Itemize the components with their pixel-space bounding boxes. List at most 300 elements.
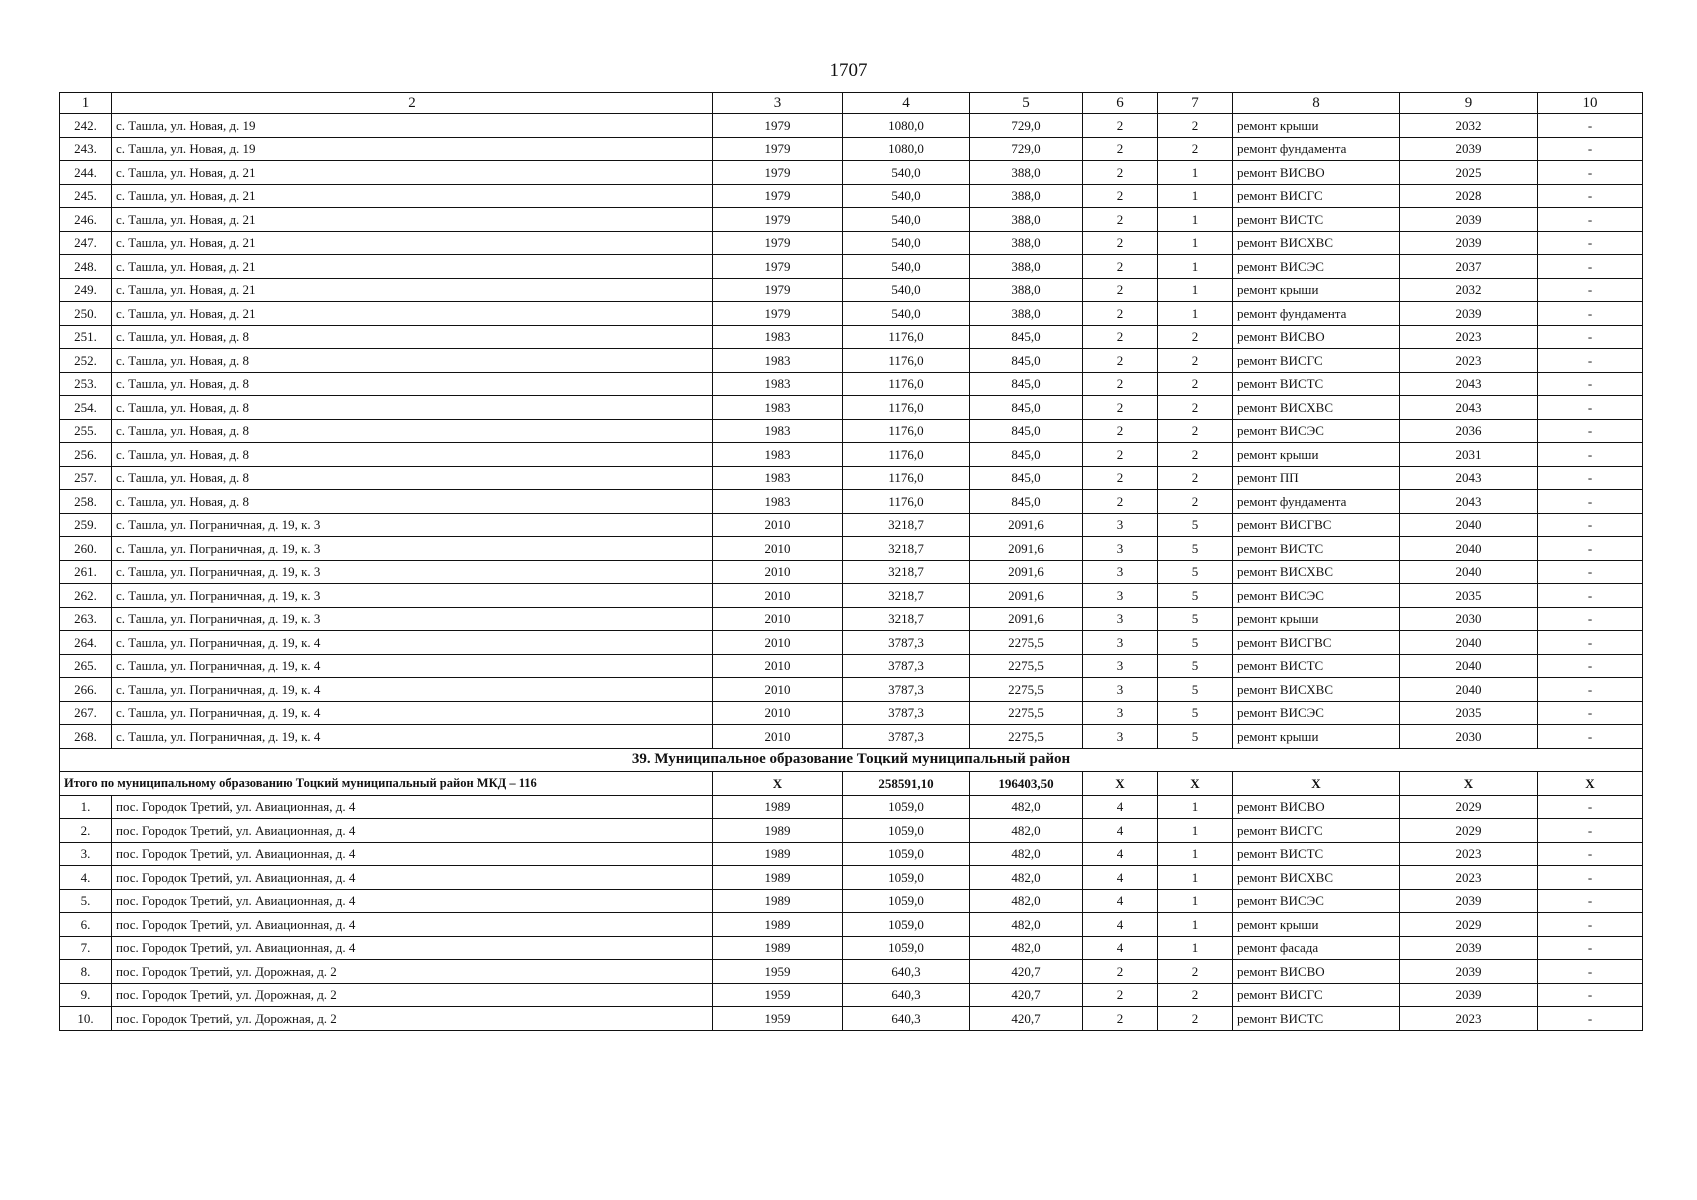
floors-cell: 2 [1083, 419, 1158, 443]
living-area-cell: 420,7 [970, 1007, 1083, 1031]
table-row [60, 701, 1643, 725]
entrances-cell: 1 [1158, 161, 1233, 185]
total-label: Итого по муниципальному образованию Тоцкий муниципальный район МКД – 116 [60, 772, 713, 796]
total-cell: X [1233, 772, 1400, 796]
planned-year-cell: 2023 [1400, 349, 1538, 373]
total-area-cell: 540,0 [843, 231, 970, 255]
year-cell: 1979 [713, 184, 843, 208]
total-cell: X [1400, 772, 1538, 796]
row-number-cell: 256. [60, 443, 112, 467]
total-area-cell: 1059,0 [843, 842, 970, 866]
note-cell: - [1538, 631, 1643, 655]
table-row [60, 795, 1643, 819]
planned-year-cell: 2028 [1400, 184, 1538, 208]
living-area-cell: 2275,5 [970, 631, 1083, 655]
repair-type-cell: ремонт ВИСТС [1233, 842, 1400, 866]
repair-type-cell: ремонт ВИСХВС [1233, 678, 1400, 702]
floors-cell: 3 [1083, 654, 1158, 678]
repair-type-cell: ремонт ВИСХВС [1233, 231, 1400, 255]
table-row [60, 325, 1643, 349]
repair-type-cell: ремонт ВИСГВС [1233, 631, 1400, 655]
living-area-cell: 2275,5 [970, 654, 1083, 678]
address-cell: пос. Городок Третий, ул. Авиационная, д. 4 [112, 819, 713, 843]
address-cell: с. Ташла, ул. Пограничная, д. 19, к. 3 [112, 584, 713, 608]
living-area-cell: 388,0 [970, 278, 1083, 302]
floors-cell: 2 [1083, 443, 1158, 467]
living-area-cell: 482,0 [970, 842, 1083, 866]
note-cell: - [1538, 936, 1643, 960]
repair-type-cell: ремонт ВИСЭС [1233, 255, 1400, 279]
row-number-cell: 253. [60, 372, 112, 396]
repair-type-cell: ремонт крыши [1233, 114, 1400, 138]
living-area-cell: 729,0 [970, 137, 1083, 161]
total-area-cell: 3218,7 [843, 607, 970, 631]
year-cell: 1989 [713, 842, 843, 866]
row-number-cell: 5. [60, 889, 112, 913]
address-cell: с. Ташла, ул. Пограничная, д. 19, к. 4 [112, 654, 713, 678]
address-cell: с. Ташла, ул. Новая, д. 21 [112, 278, 713, 302]
total-area-cell: 3787,3 [843, 701, 970, 725]
planned-year-cell: 2023 [1400, 325, 1538, 349]
year-cell: 1979 [713, 114, 843, 138]
planned-year-cell: 2039 [1400, 889, 1538, 913]
floors-cell: 2 [1083, 349, 1158, 373]
note-cell: - [1538, 396, 1643, 420]
planned-year-cell: 2043 [1400, 466, 1538, 490]
total-area-cell: 1176,0 [843, 419, 970, 443]
floors-cell: 4 [1083, 913, 1158, 937]
total-area-cell: 1176,0 [843, 372, 970, 396]
living-area-cell: 845,0 [970, 349, 1083, 373]
year-cell: 1983 [713, 490, 843, 514]
table-row [60, 349, 1643, 373]
total-area-cell: 3218,7 [843, 560, 970, 584]
table-row [60, 278, 1643, 302]
planned-year-cell: 2040 [1400, 631, 1538, 655]
living-area-cell: 388,0 [970, 184, 1083, 208]
entrances-cell: 1 [1158, 866, 1233, 890]
row-number-cell: 265. [60, 654, 112, 678]
row-number-cell: 260. [60, 537, 112, 561]
table-body [60, 93, 1643, 1031]
row-number-cell: 249. [60, 278, 112, 302]
address-cell: с. Ташла, ул. Новая, д. 8 [112, 443, 713, 467]
floors-cell: 2 [1083, 255, 1158, 279]
note-cell: - [1538, 466, 1643, 490]
year-cell: 2010 [713, 631, 843, 655]
year-cell: 2010 [713, 560, 843, 584]
repair-type-cell: ремонт ВИСГС [1233, 184, 1400, 208]
table-row [60, 607, 1643, 631]
planned-year-cell: 2043 [1400, 490, 1538, 514]
floors-cell: 4 [1083, 819, 1158, 843]
note-cell: - [1538, 983, 1643, 1007]
note-cell: - [1538, 372, 1643, 396]
table-row [60, 936, 1643, 960]
note-cell: - [1538, 607, 1643, 631]
address-cell: с. Ташла, ул. Пограничная, д. 19, к. 4 [112, 678, 713, 702]
entrances-cell: 1 [1158, 231, 1233, 255]
table-row [60, 513, 1643, 537]
address-cell: с. Ташла, ул. Новая, д. 8 [112, 325, 713, 349]
total-area-cell: 1059,0 [843, 913, 970, 937]
floors-cell: 2 [1083, 466, 1158, 490]
column-header: 4 [843, 93, 970, 114]
repair-type-cell: ремонт ВИСХВС [1233, 560, 1400, 584]
floors-cell: 2 [1083, 114, 1158, 138]
address-cell: с. Ташла, ул. Новая, д. 21 [112, 161, 713, 185]
address-cell: с. Ташла, ул. Пограничная, д. 19, к. 4 [112, 701, 713, 725]
row-number-cell: 252. [60, 349, 112, 373]
table-row [60, 490, 1643, 514]
living-area-cell: 482,0 [970, 795, 1083, 819]
entrances-cell: 1 [1158, 795, 1233, 819]
address-cell: с. Ташла, ул. Пограничная, д. 19, к. 4 [112, 725, 713, 749]
year-cell: 1989 [713, 889, 843, 913]
year-cell: 1979 [713, 278, 843, 302]
table-row [60, 960, 1643, 984]
planned-year-cell: 2040 [1400, 537, 1538, 561]
planned-year-cell: 2029 [1400, 913, 1538, 937]
total-area-cell: 1059,0 [843, 936, 970, 960]
floors-cell: 3 [1083, 701, 1158, 725]
address-cell: пос. Городок Третий, ул. Авиационная, д. 4 [112, 795, 713, 819]
note-cell: - [1538, 678, 1643, 702]
total-area-cell: 540,0 [843, 302, 970, 326]
row-number-cell: 266. [60, 678, 112, 702]
repair-type-cell: ремонт ВИСТС [1233, 372, 1400, 396]
floors-cell: 4 [1083, 795, 1158, 819]
repair-type-cell: ремонт ВИСГС [1233, 819, 1400, 843]
repair-type-cell: ремонт ВИСВО [1233, 795, 1400, 819]
row-number-cell: 247. [60, 231, 112, 255]
address-cell: с. Ташла, ул. Новая, д. 21 [112, 208, 713, 232]
planned-year-cell: 2039 [1400, 960, 1538, 984]
note-cell: - [1538, 1007, 1643, 1031]
planned-year-cell: 2023 [1400, 842, 1538, 866]
year-cell: 2010 [713, 701, 843, 725]
repair-type-cell: ремонт ВИСХВС [1233, 396, 1400, 420]
address-cell: с. Ташла, ул. Пограничная, д. 19, к. 3 [112, 560, 713, 584]
note-cell: - [1538, 537, 1643, 561]
note-cell: - [1538, 866, 1643, 890]
address-cell: с. Ташла, ул. Пограничная, д. 19, к. 3 [112, 537, 713, 561]
note-cell: - [1538, 325, 1643, 349]
entrances-cell: 2 [1158, 325, 1233, 349]
living-area-cell: 2091,6 [970, 584, 1083, 608]
total-area-cell: 540,0 [843, 184, 970, 208]
floors-cell: 2 [1083, 184, 1158, 208]
entrances-cell: 1 [1158, 302, 1233, 326]
living-area-cell: 845,0 [970, 490, 1083, 514]
row-number-cell: 261. [60, 560, 112, 584]
entrances-cell: 5 [1158, 678, 1233, 702]
repair-type-cell: ремонт ВИСТС [1233, 208, 1400, 232]
column-header: 6 [1083, 93, 1158, 114]
note-cell: - [1538, 795, 1643, 819]
entrances-cell: 2 [1158, 372, 1233, 396]
column-header: 1 [60, 93, 112, 114]
total-area-cell: 640,3 [843, 1007, 970, 1031]
living-area-cell: 482,0 [970, 913, 1083, 937]
living-area-cell: 482,0 [970, 889, 1083, 913]
column-header: 3 [713, 93, 843, 114]
repair-type-cell: ремонт крыши [1233, 443, 1400, 467]
floors-cell: 2 [1083, 325, 1158, 349]
repair-type-cell: ремонт крыши [1233, 278, 1400, 302]
total-area-cell: 1080,0 [843, 137, 970, 161]
living-area-cell: 2091,6 [970, 560, 1083, 584]
entrances-cell: 1 [1158, 819, 1233, 843]
year-cell: 1989 [713, 795, 843, 819]
total-area-cell: 3218,7 [843, 537, 970, 561]
total-area-cell: 1176,0 [843, 396, 970, 420]
entrances-cell: 5 [1158, 631, 1233, 655]
housing-repair-register-table [59, 92, 1643, 1031]
row-number-cell: 245. [60, 184, 112, 208]
note-cell: - [1538, 560, 1643, 584]
planned-year-cell: 2039 [1400, 936, 1538, 960]
note-cell: - [1538, 725, 1643, 749]
planned-year-cell: 2040 [1400, 560, 1538, 584]
repair-type-cell: ремонт ВИСТС [1233, 654, 1400, 678]
total-area-cell: 1176,0 [843, 325, 970, 349]
floors-cell: 2 [1083, 396, 1158, 420]
note-cell: - [1538, 701, 1643, 725]
planned-year-cell: 2030 [1400, 725, 1538, 749]
floors-cell: 3 [1083, 607, 1158, 631]
address-cell: с. Ташла, ул. Новая, д. 21 [112, 302, 713, 326]
row-number-cell: 6. [60, 913, 112, 937]
total-cell: X [1083, 772, 1158, 796]
total-row [60, 772, 1643, 796]
total-area-cell: 1080,0 [843, 114, 970, 138]
total-area-cell: 3218,7 [843, 513, 970, 537]
row-number-cell: 246. [60, 208, 112, 232]
entrances-cell: 2 [1158, 443, 1233, 467]
address-cell: пос. Городок Третий, ул. Авиационная, д. 4 [112, 913, 713, 937]
row-number-cell: 4. [60, 866, 112, 890]
total-area-cell: 640,3 [843, 960, 970, 984]
planned-year-cell: 2032 [1400, 114, 1538, 138]
total-area-cell: 258591,10 [843, 772, 970, 796]
note-cell: - [1538, 960, 1643, 984]
planned-year-cell: 2039 [1400, 983, 1538, 1007]
entrances-cell: 2 [1158, 349, 1233, 373]
row-number-cell: 251. [60, 325, 112, 349]
note-cell: - [1538, 255, 1643, 279]
planned-year-cell: 2030 [1400, 607, 1538, 631]
note-cell: - [1538, 349, 1643, 373]
row-number-cell: 243. [60, 137, 112, 161]
total-area-cell: 540,0 [843, 255, 970, 279]
row-number-cell: 1. [60, 795, 112, 819]
repair-type-cell: ремонт фундамента [1233, 490, 1400, 514]
year-cell: 1959 [713, 983, 843, 1007]
note-cell: - [1538, 654, 1643, 678]
entrances-cell: 5 [1158, 513, 1233, 537]
table-row [60, 466, 1643, 490]
total-cell: X [1158, 772, 1233, 796]
total-area-cell: 1176,0 [843, 349, 970, 373]
row-number-cell: 267. [60, 701, 112, 725]
total-area-cell: 1059,0 [843, 889, 970, 913]
total-area-cell: 3787,3 [843, 654, 970, 678]
address-cell: с. Ташла, ул. Новая, д. 8 [112, 372, 713, 396]
floors-cell: 3 [1083, 537, 1158, 561]
entrances-cell: 5 [1158, 725, 1233, 749]
repair-type-cell: ремонт фасада [1233, 936, 1400, 960]
planned-year-cell: 2036 [1400, 419, 1538, 443]
row-number-cell: 259. [60, 513, 112, 537]
table-row [60, 889, 1643, 913]
table-row [60, 725, 1643, 749]
living-area-cell: 845,0 [970, 372, 1083, 396]
planned-year-cell: 2023 [1400, 1007, 1538, 1031]
repair-type-cell: ремонт крыши [1233, 725, 1400, 749]
repair-type-cell: ремонт ВИСХВС [1233, 866, 1400, 890]
repair-type-cell: ремонт ВИСТС [1233, 537, 1400, 561]
year-cell: 1983 [713, 396, 843, 420]
table-row [60, 842, 1643, 866]
year-cell: 2010 [713, 584, 843, 608]
table-row [60, 866, 1643, 890]
entrances-cell: 1 [1158, 842, 1233, 866]
address-cell: пос. Городок Третий, ул. Дорожная, д. 2 [112, 1007, 713, 1031]
address-cell: с. Ташла, ул. Пограничная, д. 19, к. 4 [112, 631, 713, 655]
entrances-cell: 2 [1158, 1007, 1233, 1031]
total-area-cell: 1176,0 [843, 466, 970, 490]
year-cell: 1979 [713, 161, 843, 185]
total-area-cell: 3787,3 [843, 631, 970, 655]
note-cell: - [1538, 419, 1643, 443]
total-area-cell: 3787,3 [843, 678, 970, 702]
year-cell: 1979 [713, 231, 843, 255]
note-cell: - [1538, 513, 1643, 537]
row-number-cell: 2. [60, 819, 112, 843]
repair-type-cell: ремонт фундамента [1233, 302, 1400, 326]
row-number-cell: 3. [60, 842, 112, 866]
entrances-cell: 2 [1158, 466, 1233, 490]
address-cell: с. Ташла, ул. Новая, д. 8 [112, 396, 713, 420]
living-area-cell: 729,0 [970, 114, 1083, 138]
living-area-cell: 388,0 [970, 208, 1083, 232]
entrances-cell: 2 [1158, 137, 1233, 161]
entrances-cell: 1 [1158, 208, 1233, 232]
year-cell: 1983 [713, 419, 843, 443]
entrances-cell: 2 [1158, 114, 1233, 138]
total-area-cell: 540,0 [843, 278, 970, 302]
table-row [60, 396, 1643, 420]
total-area-cell: 1059,0 [843, 819, 970, 843]
table-row [60, 819, 1643, 843]
section-title-row [60, 748, 1643, 772]
living-area-cell: 388,0 [970, 255, 1083, 279]
living-area-cell: 845,0 [970, 419, 1083, 443]
table-row [60, 631, 1643, 655]
note-cell: - [1538, 137, 1643, 161]
living-area-cell: 845,0 [970, 325, 1083, 349]
row-number-cell: 264. [60, 631, 112, 655]
living-area-cell: 2275,5 [970, 725, 1083, 749]
address-cell: с. Ташла, ул. Новая, д. 8 [112, 419, 713, 443]
repair-type-cell: ремонт фундамента [1233, 137, 1400, 161]
table-row [60, 913, 1643, 937]
repair-type-cell: ремонт ВИСГВС [1233, 513, 1400, 537]
total-area-cell: 3787,3 [843, 725, 970, 749]
address-cell: с. Ташла, ул. Новая, д. 19 [112, 137, 713, 161]
table-row [60, 184, 1643, 208]
address-cell: с. Ташла, ул. Новая, д. 8 [112, 466, 713, 490]
row-number-cell: 257. [60, 466, 112, 490]
total-year-cell: X [713, 772, 843, 796]
floors-cell: 2 [1083, 960, 1158, 984]
floors-cell: 3 [1083, 725, 1158, 749]
address-cell: пос. Городок Третий, ул. Дорожная, д. 2 [112, 983, 713, 1007]
entrances-cell: 1 [1158, 255, 1233, 279]
row-number-cell: 7. [60, 936, 112, 960]
living-area-cell: 845,0 [970, 443, 1083, 467]
row-number-cell: 242. [60, 114, 112, 138]
entrances-cell: 5 [1158, 607, 1233, 631]
address-cell: с. Ташла, ул. Новая, д. 19 [112, 114, 713, 138]
living-area-cell: 388,0 [970, 302, 1083, 326]
column-header: 7 [1158, 93, 1233, 114]
address-cell: с. Ташла, ул. Новая, д. 8 [112, 490, 713, 514]
living-area-cell: 482,0 [970, 819, 1083, 843]
table-row [60, 231, 1643, 255]
repair-type-cell: ремонт ВИСЭС [1233, 889, 1400, 913]
entrances-cell: 5 [1158, 537, 1233, 561]
planned-year-cell: 2039 [1400, 302, 1538, 326]
note-cell: - [1538, 819, 1643, 843]
living-area-cell: 420,7 [970, 983, 1083, 1007]
year-cell: 1959 [713, 960, 843, 984]
year-cell: 1983 [713, 349, 843, 373]
table-row [60, 983, 1643, 1007]
note-cell: - [1538, 231, 1643, 255]
table-row [60, 137, 1643, 161]
entrances-cell: 1 [1158, 184, 1233, 208]
planned-year-cell: 2040 [1400, 678, 1538, 702]
note-cell: - [1538, 184, 1643, 208]
repair-type-cell: ремонт ВИСТС [1233, 1007, 1400, 1031]
year-cell: 1979 [713, 208, 843, 232]
table-row [60, 584, 1643, 608]
living-area-cell: 2275,5 [970, 678, 1083, 702]
year-cell: 1979 [713, 302, 843, 326]
address-cell: с. Ташла, ул. Новая, д. 21 [112, 255, 713, 279]
address-cell: с. Ташла, ул. Пограничная, д. 19, к. 3 [112, 513, 713, 537]
living-area-cell: 2091,6 [970, 607, 1083, 631]
column-header: 9 [1400, 93, 1538, 114]
total-area-cell: 3218,7 [843, 584, 970, 608]
planned-year-cell: 2039 [1400, 231, 1538, 255]
living-area-cell: 482,0 [970, 936, 1083, 960]
total-area-cell: 1059,0 [843, 866, 970, 890]
planned-year-cell: 2035 [1400, 584, 1538, 608]
year-cell: 2010 [713, 607, 843, 631]
repair-type-cell: ремонт ВИСЭС [1233, 701, 1400, 725]
floors-cell: 2 [1083, 983, 1158, 1007]
address-cell: пос. Городок Третий, ул. Авиационная, д. 4 [112, 842, 713, 866]
living-area-cell: 2091,6 [970, 537, 1083, 561]
planned-year-cell: 2031 [1400, 443, 1538, 467]
year-cell: 1983 [713, 466, 843, 490]
entrances-cell: 2 [1158, 490, 1233, 514]
address-cell: пос. Городок Третий, ул. Авиационная, д. 4 [112, 889, 713, 913]
table-row [60, 161, 1643, 185]
